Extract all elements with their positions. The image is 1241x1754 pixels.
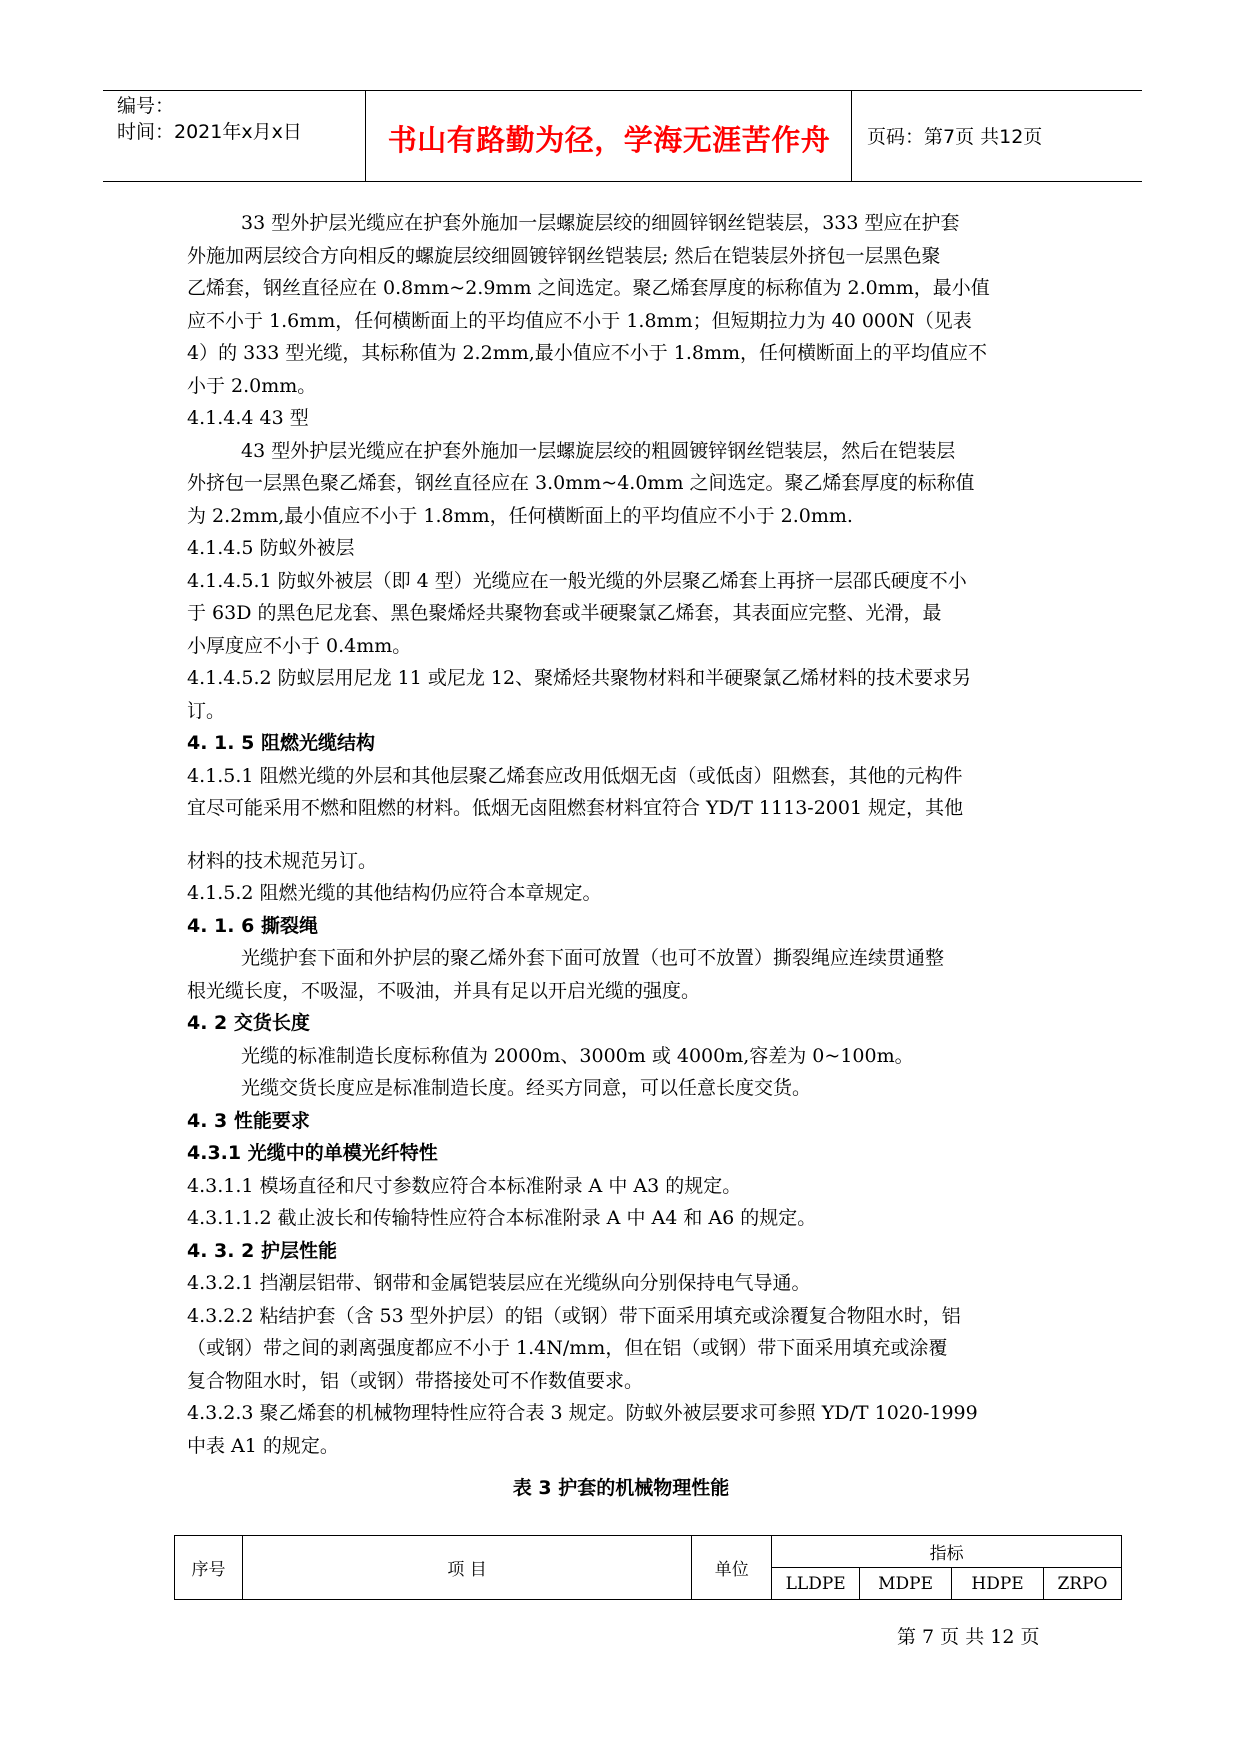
paragraph-line: 4）的 333 型光缆，其标称值为 2.2mm,最小值应不小于 1.8mm，任何横断面上的平均值应不: [187, 342, 988, 364]
paragraph-line: 光缆护套下面和外护层的聚乙烯外套下面可放置（也可不放置）撕裂绳应连续贯通整: [241, 947, 945, 969]
paragraph-line: 4.1.5.2 阻燃光缆的其他结构仍应符合本章规定。: [187, 882, 602, 904]
col-index-header: 指标: [772, 1536, 1122, 1568]
clause-heading: 4.1.4.5 防蚁外被层: [187, 537, 355, 559]
paragraph-line: 复合物阻水时，铝（或钢）带搭接处可不作数值要求。: [187, 1369, 644, 1392]
paragraph-line: 订。: [187, 699, 226, 722]
paragraph-line: 4.3.2.3 聚乙烯套的机械物理特性应符合表 3 规定。防蚁外被层要求可参照 YD/T 1020-1999: [187, 1402, 978, 1424]
paragraph-line: 43 型外护层光缆应在护套外施加一层螺旋层绞的粗圆镀锌钢丝铠装层，然后在铠装层: [241, 439, 956, 462]
col-unit-header: 单位: [692, 1536, 772, 1600]
paragraph-line: （或钢）带之间的剥离强度都应不小于 1.4N/mm，但在铝（或钢）带下面采用填充或涂覆: [187, 1337, 948, 1359]
paragraph-line: 4.3.2.2 粘结护套（含 53 型外护层）的铝（或钢）带下面采用填充或涂覆复合物阻水时，铝: [187, 1304, 961, 1327]
col-zrpo-header: ZRPO: [1044, 1568, 1122, 1600]
paragraph-line: 小厚度应不小于 0.4mm。: [187, 634, 412, 657]
col-item-header: 项 目: [242, 1536, 691, 1600]
paragraph-line: 根光缆长度，不吸湿，不吸油，并具有足以开启光缆的强度。: [187, 979, 701, 1002]
table-header-row: [175, 1536, 1122, 1568]
header-motto: 书山有路勤为径，学海无涯苦作舟: [387, 123, 831, 157]
document-body: [187, 207, 1055, 1462]
table-title: 表 3 护套的机械物理性能: [512, 1477, 730, 1499]
header-top-rule: [103, 90, 1142, 91]
col-mdpe-header: MDPE: [860, 1568, 952, 1600]
paragraph-line: 应不小于 1.6mm，任何横断面上的平均值应不小于 1.8mm；但短期拉力为 40 000N（见表: [187, 309, 972, 332]
paragraph-line: 于 63D 的黑色尼龙套、黑色聚烯烃共聚物套或半硬聚氯乙烯套，其表面应完整、光滑，最: [187, 602, 942, 624]
paragraph-line: 乙烯套，钢丝直径应在 0.8mm~2.9mm 之间选定。聚乙烯套厚度的标称值为 2.0mm，最小值: [187, 277, 990, 299]
clause-heading: 4.1.4.4 43 型: [187, 407, 309, 429]
properties-table: [174, 1535, 1122, 1600]
col-lldpe-header: LLDPE: [772, 1568, 860, 1600]
paragraph-line: 中表 A1 的规定。: [187, 1434, 339, 1457]
paragraph-line: 4.3.2.1 挡潮层铝带、钢带和金属铠装层应在光缆纵向分别保持电气导通。: [187, 1272, 811, 1294]
doc-time-label: 时间：2021年x月x日: [117, 121, 302, 143]
header-divider-left: [365, 90, 366, 182]
section-heading: 4. 3 性能要求: [187, 1109, 310, 1132]
section-heading: 4.3.1 光缆中的单模光纤特性: [187, 1142, 438, 1164]
page-gap: [187, 825, 1055, 845]
paragraph-line: 宜尽可能采用不燃和阻燃的材料。低烟无卤阻燃套材料宜符合 YD/T 1113-2001 规定，其他: [187, 797, 964, 819]
paragraph-line: 33 型外护层光缆应在护套外施加一层螺旋层绞的细圆锌钢丝铠装层，333 型应在护套: [241, 212, 960, 234]
col-hdpe-header: HDPE: [952, 1568, 1044, 1600]
paragraph-line: 光缆交货长度应是标准制造长度。经买方同意，可以任意长度交货。: [241, 1077, 812, 1099]
section-heading: 4. 3. 2 护层性能: [187, 1239, 337, 1262]
paragraph-line: 4.3.1.1.2 截止波长和传输特性应符合本标准附录 A 中 A4 和 A6 的规定。: [187, 1207, 817, 1229]
paragraph-line: 4.1.5.1 阻燃光缆的外层和其他层聚乙烯套应改用低烟无卤（或低卤）阻燃套，其他的元构件: [187, 764, 963, 787]
section-heading: 4. 1. 5 阻燃光缆结构: [187, 732, 375, 754]
doc-number-label: 编号：: [117, 95, 175, 117]
page-footer: 第 7 页 共 12 页: [897, 1626, 1040, 1648]
paragraph-line: 光缆的标准制造长度标称值为 2000m、3000m 或 4000m,容差为 0~100m。: [241, 1044, 914, 1067]
paragraph-line: 外施加两层绞合方向相反的螺旋层绞细圆镀锌钢丝铠装层; 然后在铠装层外挤包一层黑色聚: [187, 244, 941, 267]
header-bottom-rule: [103, 181, 1142, 182]
header-page-label: 页码：第7页 共12页: [867, 126, 1043, 148]
section-heading: 4. 2 交货长度: [187, 1012, 310, 1034]
paragraph-line: 外挤包一层黑色聚乙烯套，钢丝直径应在 3.0mm~4.0mm 之间选定。聚乙烯套厚度的标称值: [187, 472, 975, 494]
header-divider-right: [851, 90, 852, 182]
col-seq-header: 序号: [175, 1536, 243, 1600]
paragraph-line: 为 2.2mm,最小值应不小于 1.8mm，任何横断面上的平均值应不小于 2.0mm.: [187, 504, 853, 527]
paragraph-line: 4.3.1.1 模场直径和尺寸参数应符合本标准附录 A 中 A3 的规定。: [187, 1174, 742, 1197]
paragraph-line: 4.1.4.5.1 防蚁外被层（即 4 型）光缆应在一般光缆的外层聚乙烯套上再挤一层邵氏硬度不小: [187, 569, 967, 592]
paragraph-line: 材料的技术规范另订。: [187, 849, 378, 872]
section-heading: 4. 1. 6 撕裂绳: [187, 914, 318, 937]
paragraph-line: 小于 2.0mm。: [187, 374, 317, 397]
paragraph-line: 4.1.4.5.2 防蚁层用尼龙 11 或尼龙 12、聚烯烃共聚物材料和半硬聚氯乙烯材料的技术要求另: [187, 667, 972, 689]
